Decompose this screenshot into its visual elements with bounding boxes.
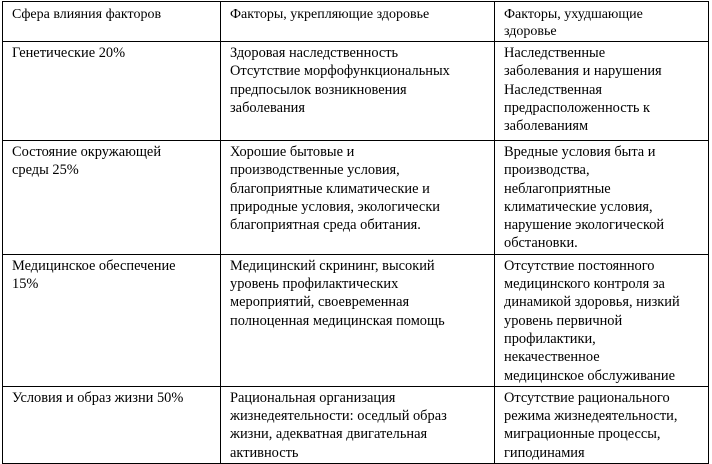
header-sphere-text: Сфера влияния факторов [12, 7, 162, 22]
strengthening-text: Медицинский скрининг, высокий уровень профилактических мероприятий, своевременная полноценная медицинская помощь [230, 257, 445, 329]
cell-sphere [3, 254, 221, 386]
sphere-text: Медицинское обеспечение 15% [12, 257, 176, 293]
worsening-text: Вредные условия быта и производства, неблагоприятные климатические условия, нарушение экологической обстановки. [504, 144, 665, 252]
cell-sphere [3, 42, 221, 141]
cell-strengthening [221, 141, 495, 255]
cell-strengthening [221, 386, 495, 463]
cell-strengthening [221, 254, 495, 386]
worsening-text: Наследственные заболевания и нарушения Наследственная предрасположенность к заболеваниям [504, 45, 662, 135]
table-row-genetic [3, 42, 709, 141]
header-strengthening-text: Факторы, укрепляющие здоровье [230, 7, 430, 22]
header-cell-sphere [3, 2, 221, 42]
cell-sphere [3, 141, 221, 255]
sphere-text: Состояние окружающей среды 25% [12, 144, 162, 179]
table-row-medical [3, 254, 709, 386]
sphere-text: Условия и образ жизни 50% [12, 389, 184, 406]
header-worsening-text: Факторы, ухудшающие здоровье [504, 7, 643, 39]
strengthening-text: Хорошие бытовые и производственные условия, благоприятные климатические и природные условия, экологически благоприятная среда обитания. [230, 144, 441, 234]
cell-worsening [495, 386, 709, 463]
worsening-text: Отсутствие постоянного медицинского контроля за динамикой здоровья, низкий уровень первичной профилактики, некачественное медицинское обслуживание [504, 257, 680, 384]
health-factors-table [2, 1, 709, 464]
worsening-text: Отсутствие рационального режима жизнедеятельности, миграционные процессы, гиподинамия [504, 389, 678, 461]
table-header-row [3, 2, 709, 42]
strengthening-text: Здоровая наследственность Отсутствие морфофункциональных предпосылок возникновения заболевания [230, 45, 450, 116]
header-cell-strengthening [221, 2, 495, 42]
cell-strengthening [221, 42, 495, 141]
sphere-text: Генетические 20% [12, 45, 126, 61]
strengthening-text: Рациональная организация жизнедеятельности: оседлый образ жизни, адекватная двигательная активность [230, 389, 447, 461]
cell-worsening [495, 254, 709, 386]
table-row-lifestyle [3, 386, 709, 463]
header-cell-worsening [495, 2, 709, 42]
cell-sphere [3, 386, 221, 463]
cell-worsening [495, 141, 709, 255]
table-row-environment [3, 141, 709, 255]
cell-worsening [495, 42, 709, 141]
